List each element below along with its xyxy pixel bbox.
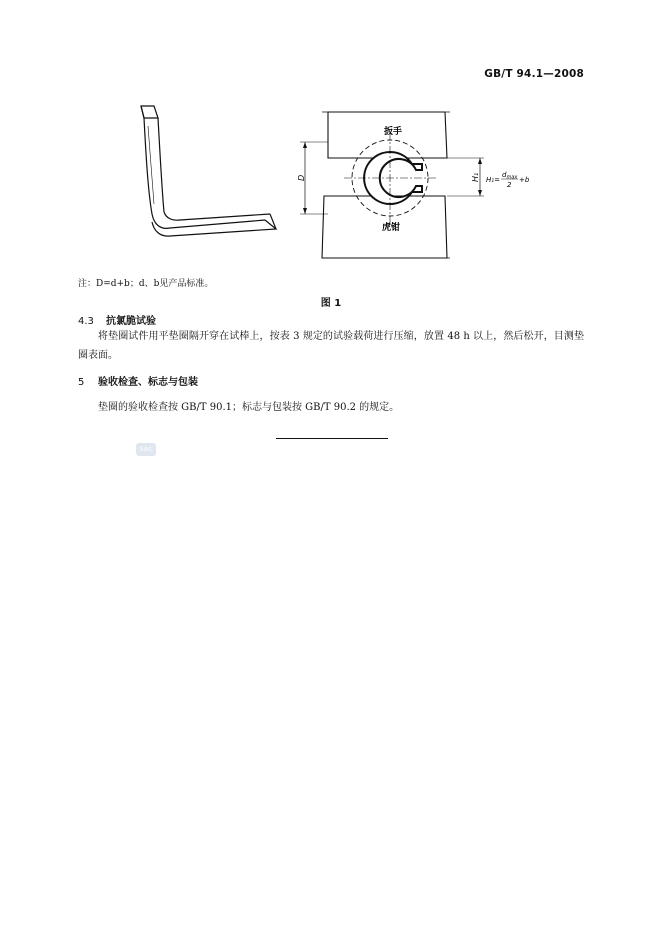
figure-caption: 图 1 (320, 298, 342, 309)
section-5-body: 垫圈的验收检查按 GB/T 90.1；标志与包装按 GB/T 90.2 的规定。 (98, 402, 400, 413)
section-title: 抗氯脆试验 (106, 316, 156, 327)
section-number: 5 (78, 377, 85, 388)
h1-formula (486, 171, 530, 189)
section-4-3-heading (78, 312, 156, 327)
end-of-document-rule (276, 438, 388, 439)
formula-prefix: H₁= (486, 176, 500, 184)
sac-watermark-logo: SAC (136, 443, 156, 456)
bent-washer-sketch (141, 106, 276, 236)
dim-label-D: D (297, 174, 306, 181)
formula-suffix: +b (519, 176, 530, 184)
section-4-3-body: 将垫圈试件用平垫圈隔开穿在试棒上，按表 3 规定的试验载荷进行压缩，放置 48 h 以上，然后松开，目测垫圈表面。 (78, 331, 584, 361)
formula-numerator: $d_{max}$ (502, 171, 518, 181)
dim-label-H1: H₁ (471, 172, 480, 182)
section-5-heading (78, 373, 198, 388)
section-title: 验收检查、标志与包装 (98, 377, 198, 388)
section-number: 4.3 (78, 316, 94, 327)
figure-1-drawing (100, 96, 560, 271)
formula-denominator: 2 (507, 181, 512, 189)
standard-code: GB/T 94.1—2008 (484, 68, 584, 80)
label-vise: 虎钳 (382, 223, 401, 233)
label-wrench: 扳手 (384, 127, 403, 137)
figure-note: 注：D=d+b；d、b见产品标准。 (78, 279, 214, 289)
